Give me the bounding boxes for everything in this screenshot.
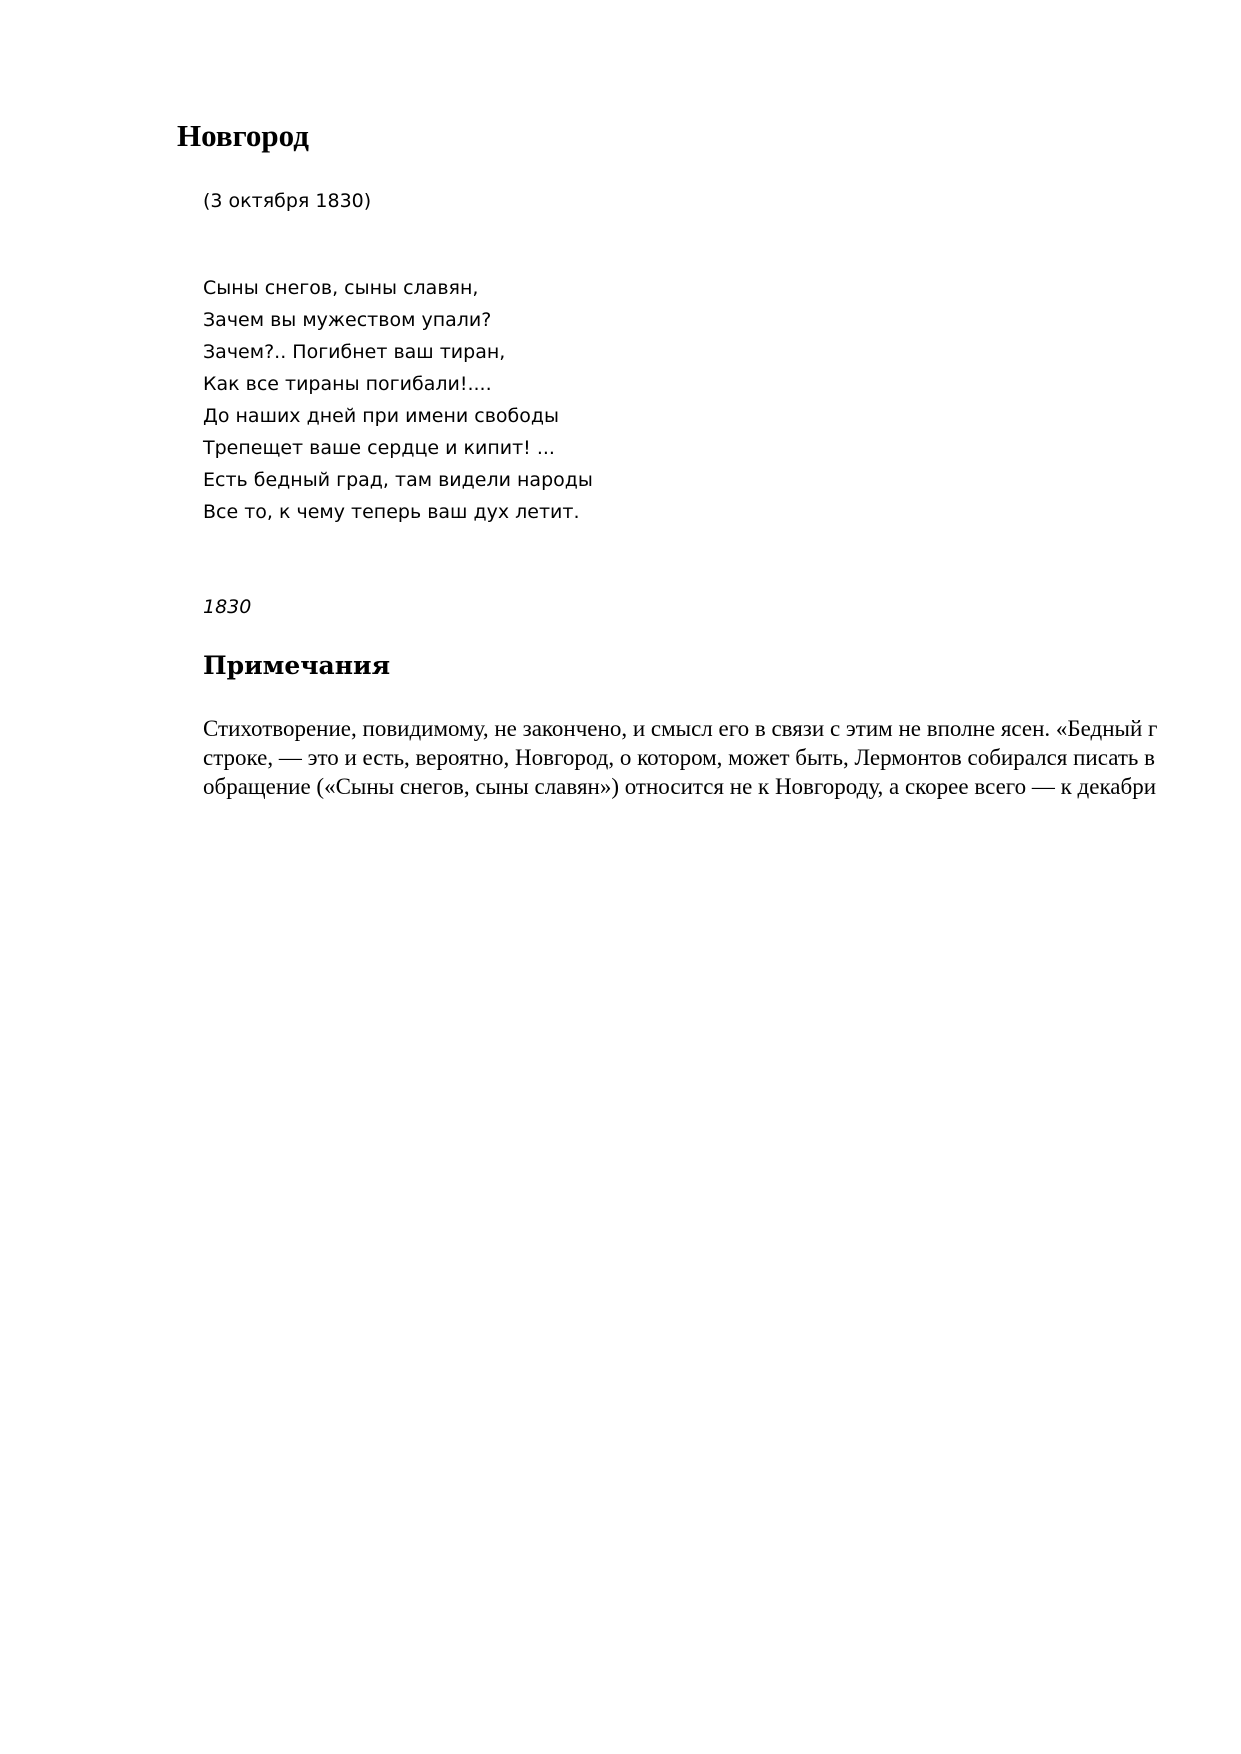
page-title: Новгород <box>177 118 309 153</box>
notes-heading: Примечания <box>203 651 391 680</box>
poem-line: Все то, к чему теперь ваш дух летит. <box>203 501 580 523</box>
poem-line: Как все тираны погибали!.... <box>203 373 492 395</box>
notes-line: обращение («Сыны снегов, сыны славян») относится не к Новгороду, а скорее всего — к декабри <box>203 774 1157 799</box>
poem-line: Есть бедный град, там видели народы <box>203 469 593 491</box>
notes-line: Стихотворение, повидимому, не закончено, и смысл его в связи с этим не вполне ясен. «Бедный г <box>203 716 1158 741</box>
poem-line: До наших дней при имени свободы <box>203 405 560 427</box>
poem-line: Сыны снегов, сыны славян, <box>203 277 479 299</box>
poem-line: Зачем?.. Погибнет ваш тиран, <box>203 341 506 363</box>
poem-stanza <box>203 272 593 528</box>
notes-line: строке, — это и есть, вероятно, Новгород, о котором, может быть, Лермонтов собирался писать в <box>203 745 1155 770</box>
poem-date: (3 октября 1830) <box>203 190 372 212</box>
poem-year: 1830 <box>203 596 252 618</box>
poem-line: Трепещет ваше сердце и кипит! ... <box>203 437 555 459</box>
notes-paragraph <box>203 714 1241 804</box>
poem-line: Зачем вы мужеством упали? <box>203 309 492 331</box>
